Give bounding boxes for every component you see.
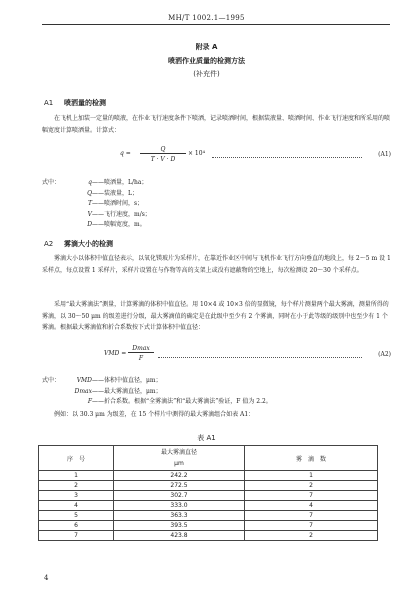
def-symbol: T <box>87 200 92 207</box>
section-title: 喷洒量的检测 <box>64 99 106 107</box>
section-number: A2 <box>44 240 54 248</box>
eq1-number: (A1) <box>378 151 391 158</box>
appendix-title: 喷洒作业质量的检测方法 <box>168 57 245 65</box>
table-row <box>39 511 378 521</box>
eq2-denominator: F <box>138 355 144 362</box>
cell-diameter: 393.5 <box>114 521 245 531</box>
cell-count: 7 <box>245 511 378 521</box>
table-row <box>39 471 378 481</box>
def-text: ——喷幅宽度，m。 <box>92 221 146 228</box>
cell-count: 2 <box>245 481 378 491</box>
column-header-diameter <box>114 446 245 471</box>
eq1-factor: × 10⁴ <box>188 150 205 157</box>
column-header-diameter-unit: μm <box>174 460 184 467</box>
eq2-definitions <box>42 376 272 408</box>
defs-intro: 式中： <box>42 179 61 186</box>
table-row <box>39 501 378 511</box>
column-header-index: 序 号 <box>39 446 114 471</box>
cell-count: 1 <box>245 471 378 481</box>
cell-diameter: 363.3 <box>114 511 245 521</box>
cell-index: 1 <box>39 471 114 481</box>
table-row <box>39 521 378 531</box>
page-number: 4 <box>44 574 49 582</box>
eq1-leader-dots <box>212 157 362 158</box>
section-a1-heading <box>44 98 106 108</box>
def-text: ——装液量，L； <box>92 189 138 197</box>
cell-index: 5 <box>39 511 114 521</box>
def-text: ——喷洒量，L/ha； <box>92 179 148 186</box>
section-number: A1 <box>44 99 54 107</box>
defs-intro: 式中： <box>42 377 61 384</box>
appendix-note: (补充件) <box>193 70 220 78</box>
cell-count: 7 <box>245 521 378 531</box>
eq2-number: (A2) <box>378 351 391 358</box>
table-row <box>39 531 378 541</box>
cell-index: 4 <box>39 501 114 511</box>
a1-paragraph: 在飞机上加装一定量的喷液，在作业飞行速度条件下喷洒，记录喷洒时间，根据装液量、喷洒时间、作业飞行速度和所采用的喷幅宽度计算喷洒量。计算式： <box>42 115 391 134</box>
cell-diameter: 242.2 <box>114 471 245 481</box>
table-row <box>39 481 378 491</box>
def-symbol: D <box>87 221 92 228</box>
eq1-denominator: T · V · D <box>150 156 176 163</box>
column-header-diameter-label: 最大雾滴直径 <box>160 449 197 456</box>
cell-diameter: 302.7 <box>114 491 245 501</box>
eq1-definitions <box>42 178 151 231</box>
cell-index: 2 <box>39 481 114 491</box>
cell-index: 3 <box>39 491 114 501</box>
column-header-count: 雾 滴 数 <box>245 446 378 471</box>
def-symbol: VMD <box>76 377 92 384</box>
cell-diameter: 423.8 <box>114 531 245 541</box>
equation-a1 <box>120 150 131 157</box>
cell-index: 7 <box>39 531 114 541</box>
cell-count: 2 <box>245 531 378 541</box>
a2-paragraph-2: 采用“最大雾滴法”测量，计算雾滴的体积中值直径。用 10×4 或 10×3 倍的显微镜，每个样片测量两个最大雾滴，测量所得的雾滴，以 30～50 μm 的级差进行分级，最大雾滴值的确定是在此级中至少有 2 个雾滴，同时在小于此等级的级别中也至少有 1 个雾滴。根据最大雾滴值和折合系数按下式计算体积中值直径： <box>42 301 389 331</box>
appendix-label: 附录 A <box>195 43 218 51</box>
document-header-code: MH/T 1002.1—1995 <box>168 14 245 22</box>
def-symbol: F <box>87 398 92 405</box>
eq1-numerator: Q <box>140 146 186 154</box>
def-text: ——喷洒时间，s； <box>92 200 144 207</box>
def-text: ——折合系数。根据“全雾滴法”和“最大雾滴法”验证，F 值为 2.2。 <box>92 398 272 405</box>
table-header-row <box>39 446 378 471</box>
table-row <box>39 491 378 501</box>
table-caption: 表 A1 <box>197 434 216 442</box>
drop-size-table <box>38 445 378 541</box>
cell-count: 4 <box>245 501 378 511</box>
a2-paragraph-1: 雾滴大小以体积中值直径表示，以氧化镁玻片为采样片，在靠近作业区中间与飞机作业飞行方向垂直的地段上，每 2～5 m 设 1 采样点，每点设置 1 采样片，采样片设置在与作物等高的支架上或没有遮蔽物的空地上，每次检测设 20～30 个采样点。 <box>42 255 391 274</box>
def-symbol: Q <box>87 189 92 197</box>
section-title: 雾滴大小的检测 <box>64 240 113 248</box>
eq2-leader-dots <box>158 357 362 358</box>
def-symbol: V <box>87 210 92 218</box>
cell-count: 7 <box>245 491 378 501</box>
section-a2-heading <box>44 239 113 249</box>
cell-diameter: 272.5 <box>114 481 245 491</box>
def-text: ——最大雾滴直径，μm； <box>92 387 162 395</box>
def-text: ——体积中值直径，μm； <box>92 377 162 384</box>
def-text: ——飞行速度，m/s； <box>92 210 151 218</box>
eq1-lhs: q = <box>120 150 131 157</box>
cell-index: 6 <box>39 521 114 531</box>
eq2-lhs: VMD = <box>104 350 127 357</box>
example-paragraph: 例如：以 30.3 μm 为级差，在 15 个样片中测得的最大雾滴组合如表 A1： <box>54 411 255 418</box>
eq2-numerator: Dmax <box>128 345 154 353</box>
header-divider <box>42 24 390 25</box>
def-symbol: Dmax <box>74 387 92 395</box>
cell-diameter: 333.0 <box>114 501 245 511</box>
def-symbol: q <box>88 179 92 186</box>
